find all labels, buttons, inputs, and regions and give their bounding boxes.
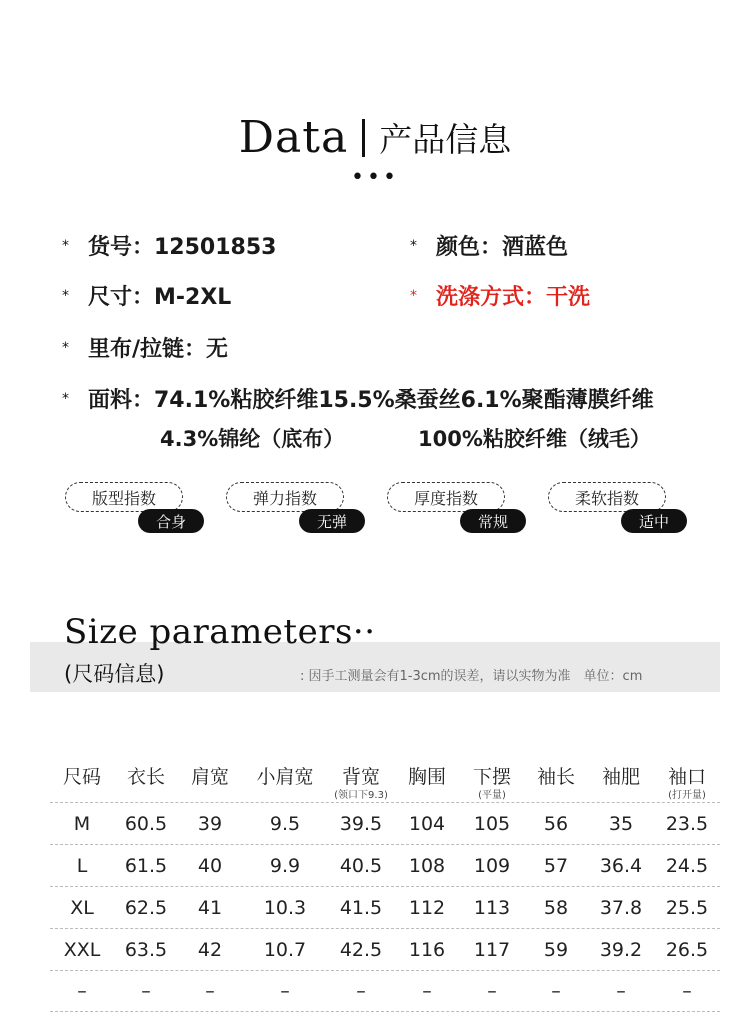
table-cell: 39 <box>197 812 223 835</box>
table-cell: 36.4 <box>599 854 643 877</box>
index-value: 常规 <box>460 509 526 533</box>
table-cell: 60.5 <box>124 812 168 835</box>
table-row <box>50 844 720 886</box>
title-group <box>239 112 511 163</box>
table-cell: 63.5 <box>124 938 168 961</box>
table-header-cell <box>394 758 460 802</box>
index-elasticity <box>226 482 366 530</box>
index-value: 适中 <box>621 509 687 533</box>
index-label: 版型指数 <box>65 482 183 512</box>
fabric-pile: 100%粘胶纤维（绒毛） <box>418 427 651 451</box>
table-cell: – <box>682 980 692 1002</box>
table-cell: 41.5 <box>339 896 383 919</box>
table-header-cell <box>654 758 720 802</box>
bullet-star-icon: * <box>410 287 417 304</box>
table-cell: – <box>280 980 290 1002</box>
header-label: 肩宽 <box>190 766 229 788</box>
color-text: 颜色：酒蓝色 <box>436 235 569 260</box>
bullet-star-icon: * <box>62 237 69 254</box>
size-note: : 因手工测量会有1-3cm的误差，请以实物为准 单位：cm <box>300 669 643 684</box>
index-value: 合身 <box>138 509 204 533</box>
table-cell: 9.9 <box>269 854 301 877</box>
table-cell: 10.7 <box>263 938 307 961</box>
size-text: 尺寸：M-2XL <box>88 285 232 310</box>
header-label: 下摆 <box>472 766 511 788</box>
table-cell: – <box>356 980 366 1002</box>
title-english: Data <box>238 112 349 163</box>
table-cell: 112 <box>408 896 446 919</box>
table-cell: – <box>422 980 432 1002</box>
table-cell: 37.8 <box>599 896 643 919</box>
table-cell: 41 <box>197 896 223 919</box>
size-title-english: Size parameters·· <box>64 612 376 652</box>
header-label: 背宽 <box>341 766 380 788</box>
table-header-cell <box>328 758 394 802</box>
table-cell: – <box>616 980 626 1002</box>
info-size <box>62 280 231 311</box>
info-sku <box>62 230 276 261</box>
wash-text: 洗涤方式：干洗 <box>436 285 591 310</box>
header-sublabel: (领口下9.3) <box>334 790 388 801</box>
table-cell: M <box>73 812 91 835</box>
table-cell: 116 <box>408 938 446 961</box>
lining-text: 里布/拉链：无 <box>88 337 229 362</box>
table-cell: 39.5 <box>339 812 383 835</box>
fabric-base: 4.3%锦纶（底布） <box>160 427 345 451</box>
header-label: 胸围 <box>407 766 446 788</box>
table-cell: 9.5 <box>269 812 301 835</box>
table-cell: – <box>551 980 561 1002</box>
header-label: 袖长 <box>536 766 575 788</box>
table-cell: 117 <box>473 938 511 961</box>
bullet-star-icon: * <box>62 287 69 304</box>
header-sublabel: (打开量) <box>668 790 706 801</box>
table-cell: XL <box>70 896 94 919</box>
table-cell: 61.5 <box>124 854 168 877</box>
table-cell: – <box>487 980 497 1002</box>
table-cell: 24.5 <box>665 854 709 877</box>
table-cell: 23.5 <box>665 812 709 835</box>
table-header-cell <box>114 758 178 802</box>
table-body <box>50 802 720 1012</box>
index-label: 厚度指数 <box>387 482 505 512</box>
header-label: 衣长 <box>126 766 165 788</box>
page-title <box>0 112 750 163</box>
table-row <box>50 886 720 928</box>
bullet-star-icon: * <box>62 390 69 407</box>
table-cell: 59 <box>543 938 569 961</box>
info-fabric <box>62 383 654 414</box>
table-cell: – <box>205 980 215 1002</box>
table-cell: 105 <box>473 812 511 835</box>
title-chinese: 产品信息 <box>379 120 512 159</box>
table-cell: 58 <box>543 896 569 919</box>
index-thickness <box>387 482 527 530</box>
table-cell: 25.5 <box>665 896 709 919</box>
table-cell: 39.2 <box>599 938 643 961</box>
table-header-cell <box>460 758 524 802</box>
bullet-star-icon: * <box>410 237 417 254</box>
sku-text: 货号：12501853 <box>88 235 277 260</box>
table-cell: 104 <box>408 812 446 835</box>
table-header-row <box>50 758 720 802</box>
table-cell: 57 <box>543 854 569 877</box>
size-table <box>50 758 720 1012</box>
info-lining <box>62 332 228 363</box>
table-header-cell <box>178 758 242 802</box>
fabric-text: 面料：74.1%粘胶纤维15.5%桑蚕丝6.1%聚酯薄膜纤维 <box>88 388 654 413</box>
header-label: 小肩宽 <box>256 766 314 788</box>
table-row <box>50 970 720 1012</box>
index-value: 无弹 <box>299 509 365 533</box>
header-label: 袖口 <box>667 766 706 788</box>
info-color <box>410 230 568 261</box>
table-cell: 62.5 <box>124 896 168 919</box>
table-cell: 40 <box>197 854 223 877</box>
table-header-cell <box>588 758 654 802</box>
table-cell: – <box>77 980 87 1002</box>
table-cell: L <box>76 854 88 877</box>
title-dots: ••• <box>351 165 399 190</box>
table-cell: 42 <box>197 938 223 961</box>
header-label: 尺码 <box>62 766 101 788</box>
title-divider <box>362 119 365 157</box>
index-label: 弹力指数 <box>226 482 344 512</box>
table-cell: 42.5 <box>339 938 383 961</box>
index-softness <box>548 482 688 530</box>
table-cell: 40.5 <box>339 854 383 877</box>
bullet-star-icon: * <box>62 339 69 356</box>
table-cell: 113 <box>473 896 511 919</box>
index-fit <box>65 482 205 530</box>
index-label: 柔软指数 <box>548 482 666 512</box>
table-cell: 108 <box>408 854 446 877</box>
table-cell: 10.3 <box>263 896 307 919</box>
table-cell: 56 <box>543 812 569 835</box>
table-cell: XXL <box>63 938 101 961</box>
table-cell: 35 <box>608 812 634 835</box>
header-label: 袖肥 <box>601 766 640 788</box>
info-wash <box>410 280 590 311</box>
table-row <box>50 802 720 844</box>
table-header-cell <box>50 758 114 802</box>
table-cell: 26.5 <box>665 938 709 961</box>
header-sublabel: (平量) <box>478 790 506 801</box>
table-header-cell <box>242 758 328 802</box>
table-row <box>50 928 720 970</box>
table-cell: – <box>141 980 151 1002</box>
table-header-cell <box>524 758 588 802</box>
table-cell: 109 <box>473 854 511 877</box>
size-title-chinese: (尺码信息) <box>64 662 165 686</box>
